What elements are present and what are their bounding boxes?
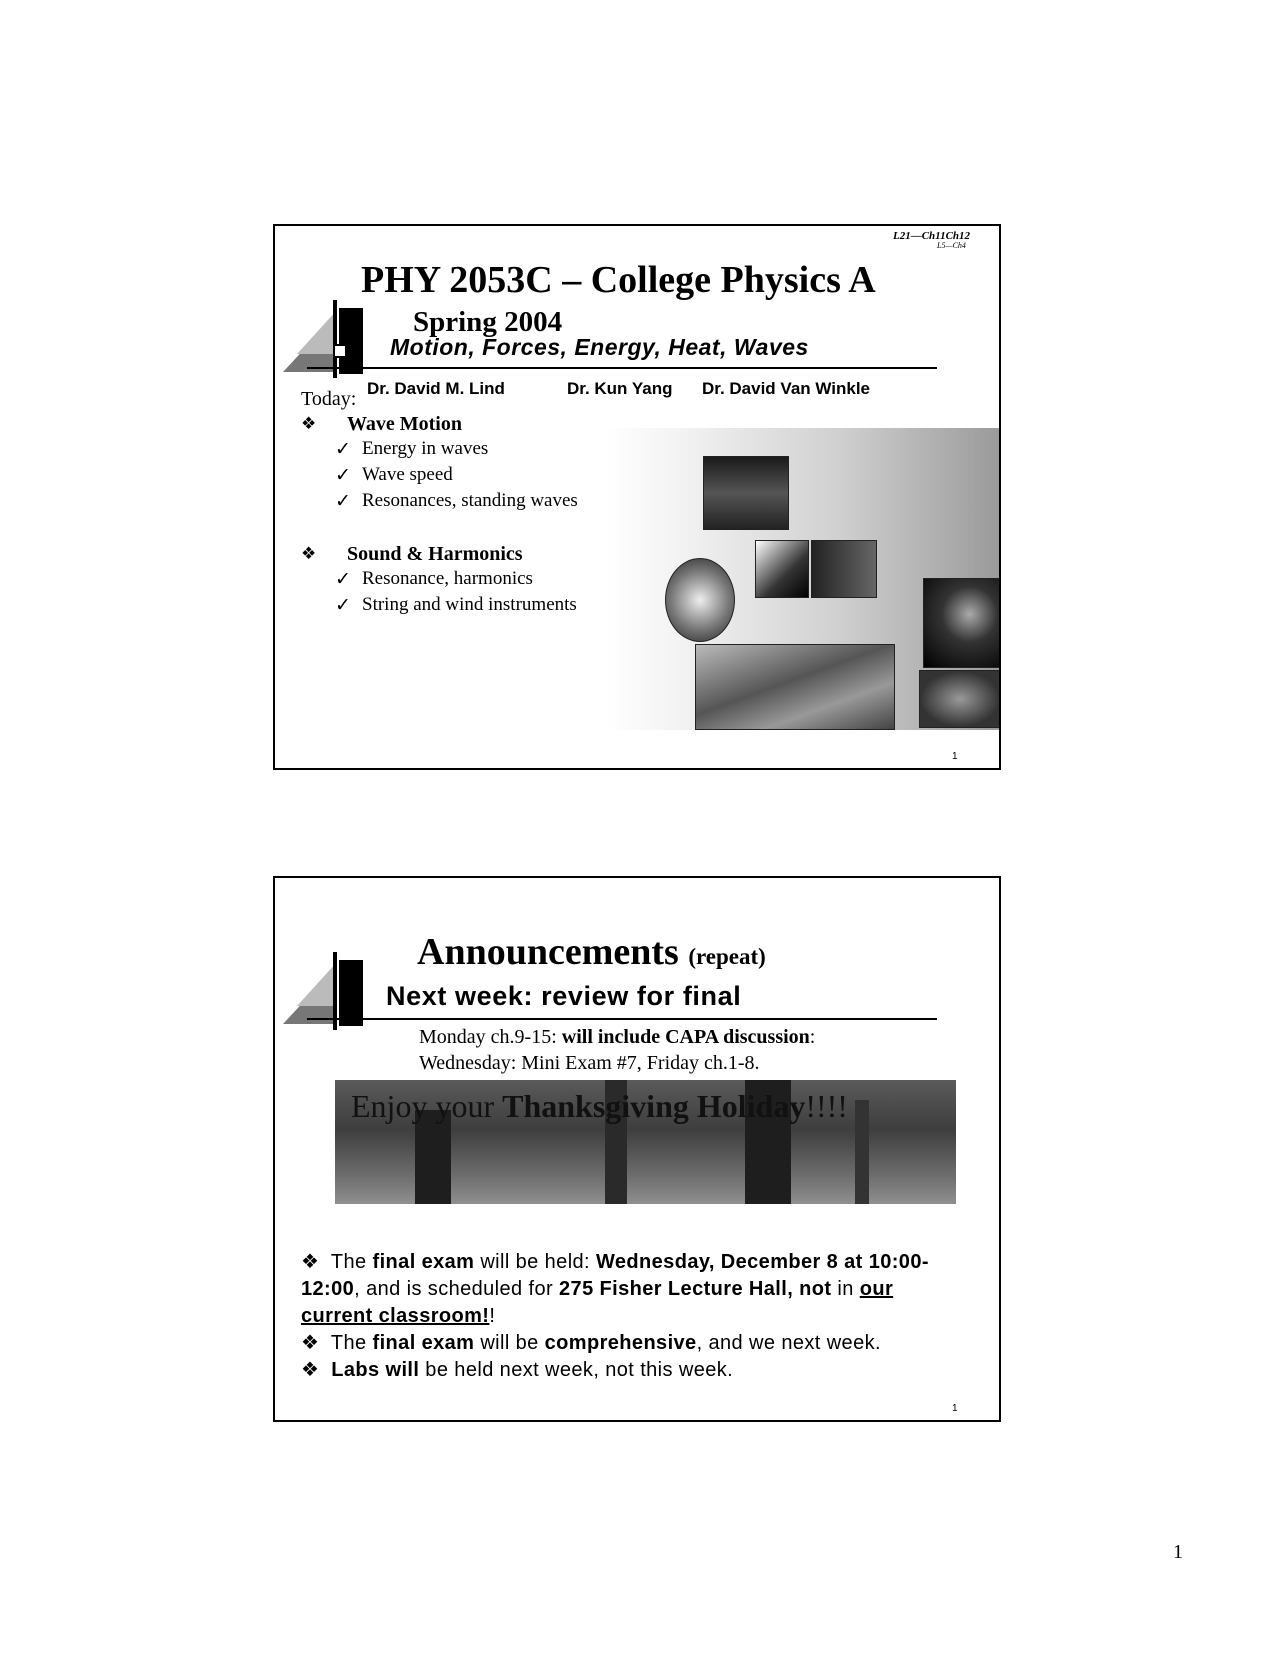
list-item: Resonance, harmonics	[362, 568, 533, 589]
schedule-monday	[419, 1026, 815, 1049]
document-page-number: 1	[1173, 1541, 1183, 1563]
list-item: String and wind instruments	[362, 594, 577, 615]
slide-2	[273, 876, 1001, 1422]
section-heading-wave-motion: Wave Motion	[347, 413, 462, 435]
comprehensive-note	[301, 1330, 881, 1357]
holiday-bold: Thanksgiving Holiday	[502, 1088, 806, 1124]
note-bold: 275 Fisher Lecture Hall, not	[559, 1278, 832, 1300]
note-text: will be	[474, 1332, 545, 1354]
diamond-bullet-icon: ❖	[301, 1359, 320, 1381]
checkmark-icon: ✓	[335, 465, 351, 486]
professor-2: Dr. Kun Yang	[567, 379, 673, 398]
note-underline: our current classroom!	[301, 1278, 894, 1327]
slide-page-number: 1	[952, 751, 958, 762]
final-exam-note	[301, 1249, 961, 1330]
labs-note	[301, 1357, 733, 1384]
holiday-pre: Enjoy your	[351, 1088, 503, 1124]
note-text: will be held:	[474, 1251, 596, 1273]
diamond-bullet-icon: ❖	[301, 1251, 320, 1273]
next-week-heading: Next week: review for final	[386, 981, 742, 1011]
note-bold: final exam	[372, 1251, 475, 1273]
note-text: The	[330, 1251, 373, 1273]
section-heading-sound-harmonics: Sound & Harmonics	[347, 543, 523, 565]
note-text: The	[330, 1332, 373, 1354]
note-text: , and is scheduled for	[354, 1278, 560, 1300]
note-bold: Wednesday, December 8 at 10:00-12:00	[301, 1251, 929, 1300]
note-text: in	[831, 1278, 860, 1300]
schedule-wednesday: Wednesday: Mini Exam #7, Friday ch.1-8.	[419, 1052, 760, 1074]
note-bold: final exam	[372, 1332, 475, 1354]
forest-photo-banner	[335, 1080, 956, 1204]
list-item: Energy in waves	[362, 438, 489, 459]
monday-suffix: :	[809, 1026, 816, 1048]
course-logo	[275, 952, 375, 1062]
course-topics: Motion, Forces, Energy, Heat, Waves	[390, 334, 809, 360]
list-item: Wave speed	[362, 464, 453, 485]
checkmark-icon: ✓	[335, 491, 351, 512]
diamond-bullet-icon: ❖	[301, 414, 317, 433]
note-text: !	[489, 1305, 496, 1327]
slide-page-number: 1	[952, 1403, 958, 1414]
lecture-code-sub: L5—Ch4	[937, 241, 966, 250]
monday-text: Monday ch.9-15:	[419, 1026, 562, 1048]
note-text: be held next week, not this week.	[419, 1359, 734, 1381]
note-bold: Labs will	[331, 1359, 420, 1381]
repeat-note: (repeat)	[688, 944, 766, 969]
diamond-bullet-icon: ❖	[301, 1332, 320, 1354]
checkmark-icon: ✓	[335, 569, 351, 590]
note-text: , and we next week.	[696, 1332, 881, 1354]
monday-bold-text: will include CAPA discussion	[561, 1026, 810, 1048]
announcements-heading: Announcements	[417, 931, 679, 973]
diamond-bullet-icon: ❖	[301, 544, 317, 563]
title-divider	[307, 1018, 937, 1020]
list-item: Resonances, standing waves	[362, 490, 578, 511]
semester-title: Spring 2004	[413, 306, 563, 338]
announcements-title	[417, 930, 766, 974]
note-bold: comprehensive	[544, 1332, 697, 1354]
professor-1: Dr. David M. Lind	[367, 379, 505, 398]
professor-3: Dr. David Van Winkle	[702, 379, 871, 398]
course-title: PHY 2053C – College Physics A	[361, 259, 876, 301]
holiday-message	[351, 1088, 848, 1125]
slide-1	[273, 224, 1001, 770]
physics-collage-image	[605, 428, 1000, 730]
lecture-code: L21—Ch11Ch12	[893, 230, 971, 242]
checkmark-icon: ✓	[335, 439, 351, 460]
checkmark-icon: ✓	[335, 595, 351, 616]
today-label: Today:	[301, 388, 357, 410]
holiday-post: !!!!	[805, 1088, 848, 1124]
title-divider	[307, 367, 937, 369]
